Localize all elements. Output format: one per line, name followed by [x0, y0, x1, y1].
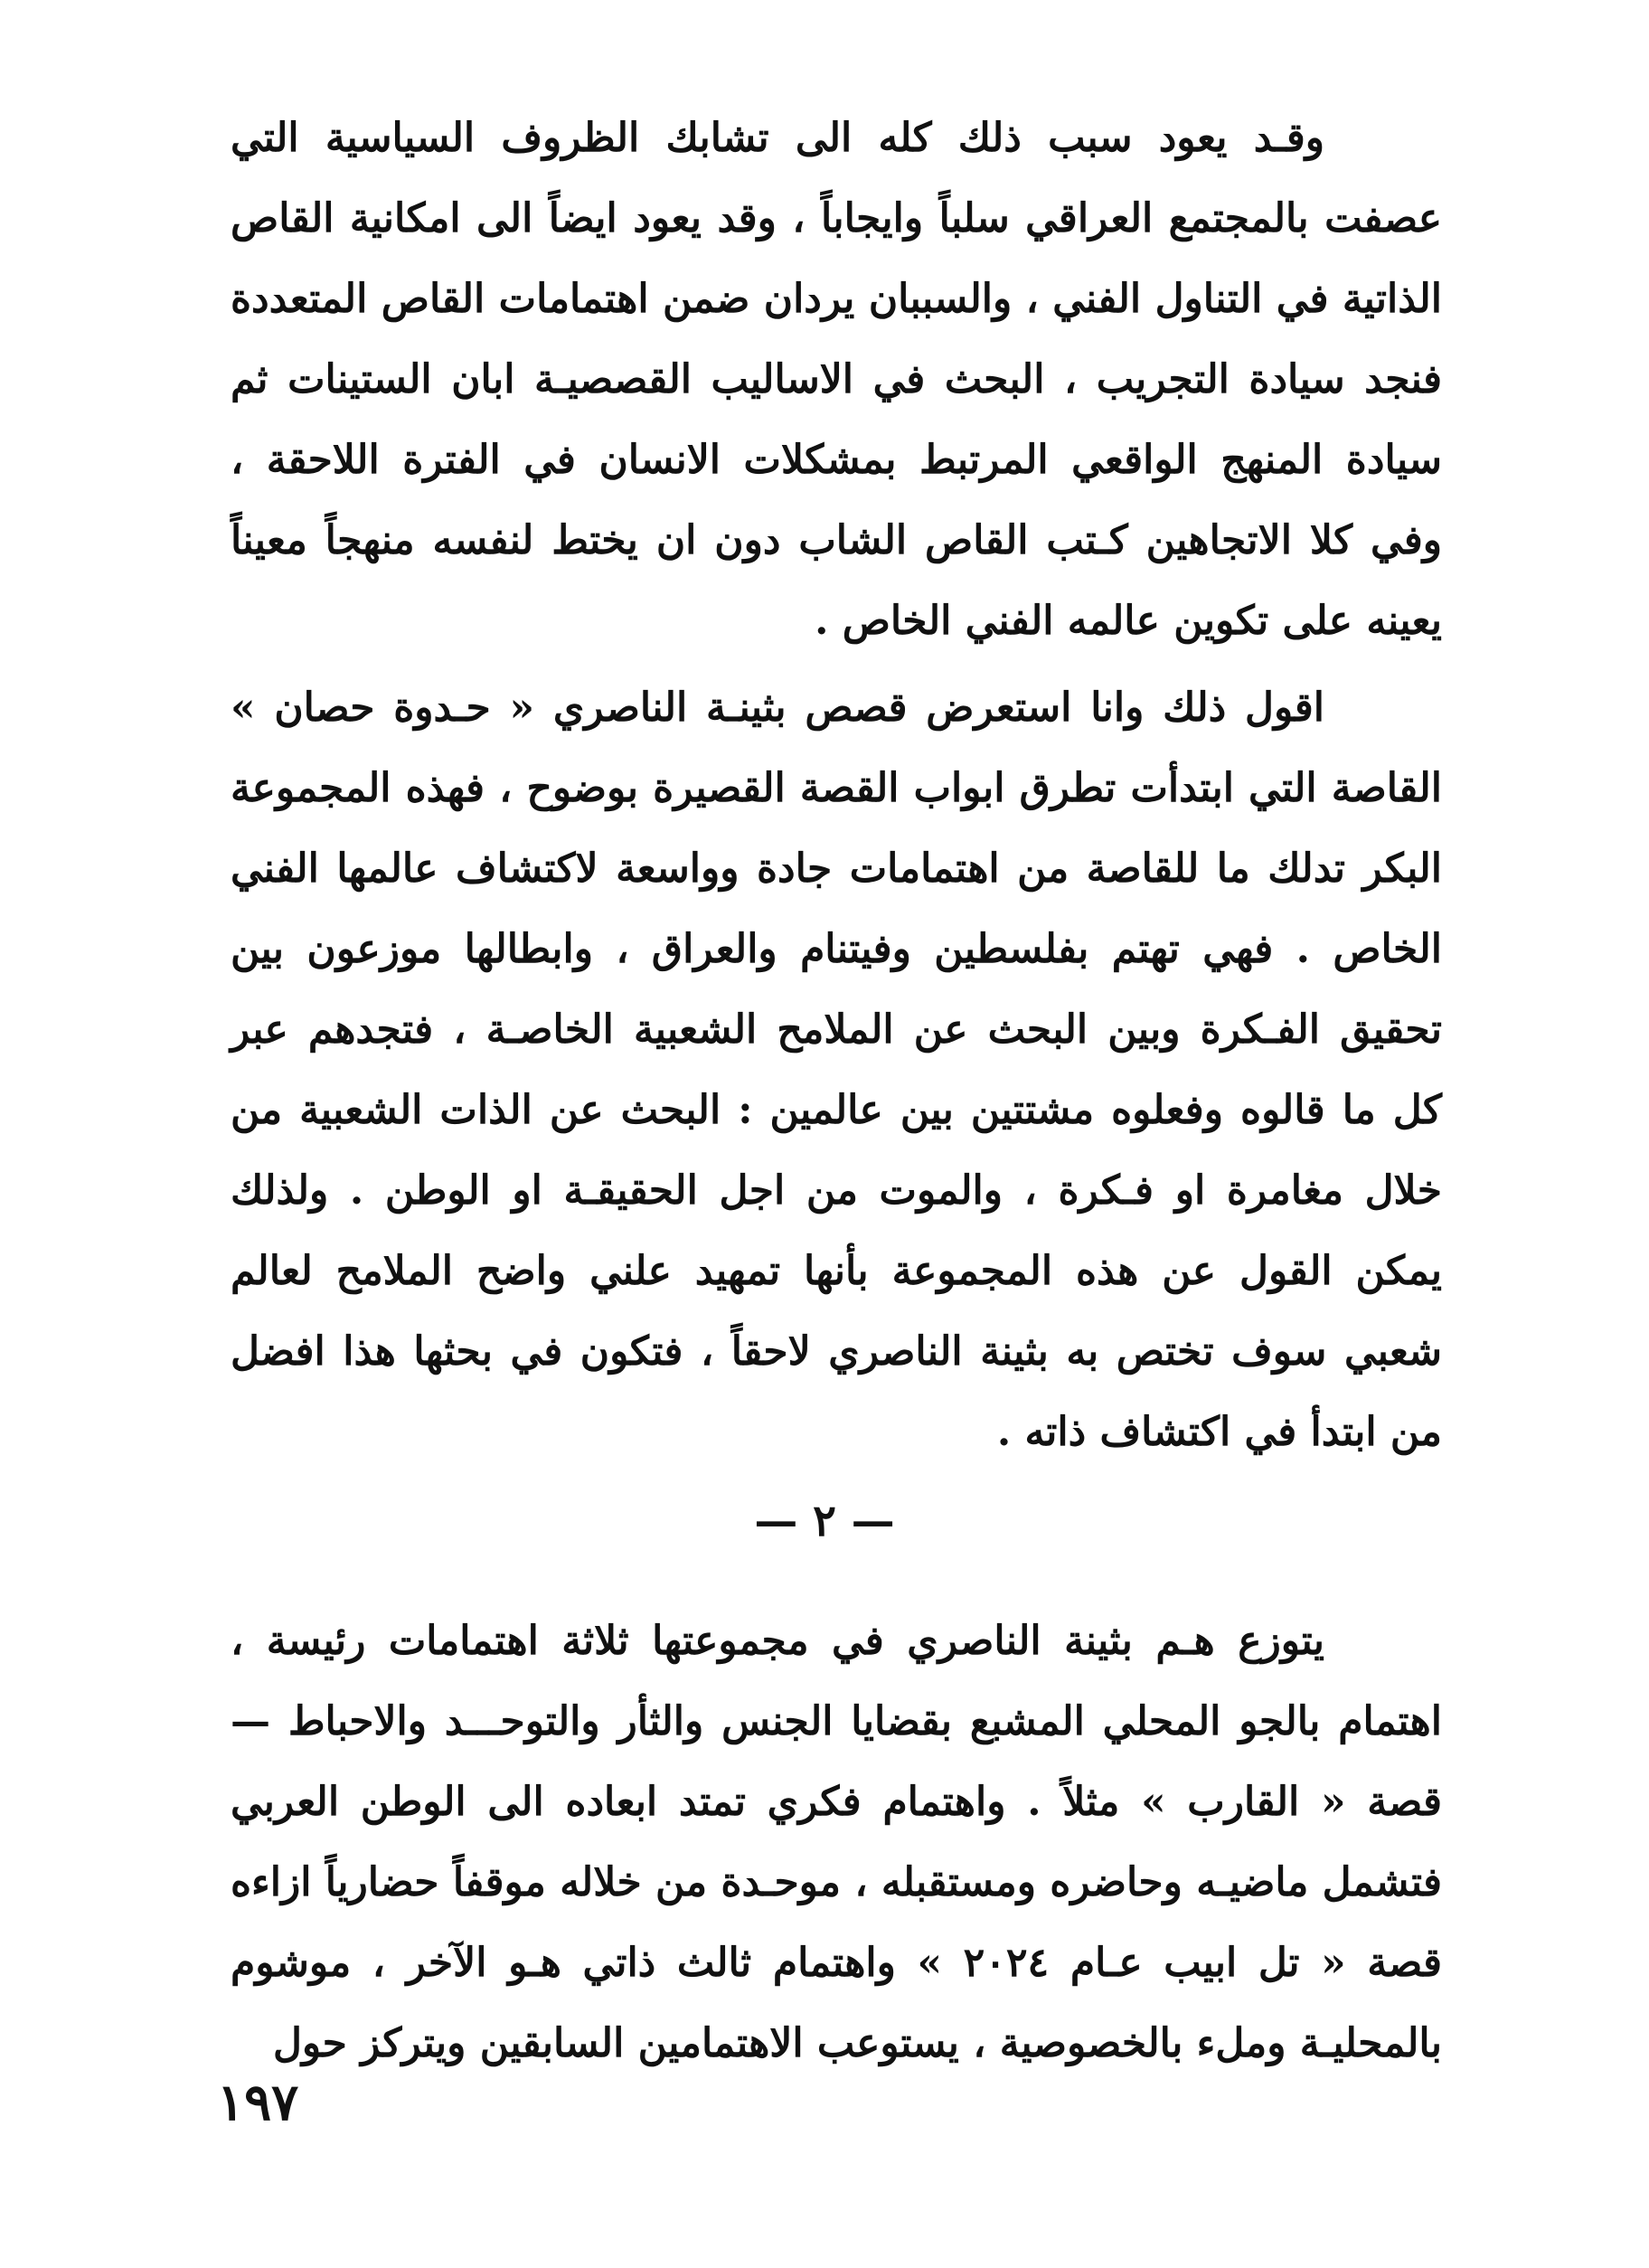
- paragraph-2: اقول ذلك وانا استعرض قصص بثينـة الناصري « حـدوة حصان » القاصة التي ابتدأت تطرق ابواب القصة القصيرة بوضوح ، فهذه المجموعة البكر تدلك ما للقاصة من اهتمامات جادة وواسعة لاكتشاف عالمها الفني الخاص . فهي تهتم بفلسطين وفيتنام والعراق ، وابطالها موزعون بين تحقيق الفـكرة وبين البحث عن الملامح الشعبية الخاصـة ، فتجدهم عبر كل ما قالوه وفعلوه مشتتين بين عالمين : البحث عن الذات الشعبية من خلال مغامرة او فـكرة ، والموت من اجل الحقيقـة او الوطن . ولذلك يمكن القول عن هذه المجموعة بأنها تمهيد علني واضح الملامح لعالم شعبي سوف تختص به بثينة الناصري لاحقاً ، فتكون في بحثها هذا افضل من ابتدأ في اكتشاف ذاته .: [231, 685, 1443, 1455]
- paragraph-1: وقـد يعود سبب ذلك كله الى تشابك الظروف السياسية التي عصفت بالمجتمع العراقي سلباً وايجاباً ، وقد يعود ايضاً الى امكانية القاص الذاتية في التناول الفني ، والسببان يردان ضمن اهتمامات القاص المتعددة فنجد سيادة التجريب ، البحث في الاساليب القصصيـة ابان الستينات ثم سيادة المنهج الواقعي المرتبط بمشكلات الانسان في الفترة اللاحقة ، وفي كلا الاتجاهين كـتب القاص الشاب دون ان يختط لنفسه منهجاً معيناً يعينه على تكوين عالمه الفني الخاص .: [231, 115, 1442, 644]
- section-number: — ٢ —: [754, 1496, 895, 1546]
- paragraph-block-1: [231, 98, 1442, 661]
- paragraph-3: يتوزع هـم بثينة الناصري في مجموعتها ثلاثة اهتمامات رئيسة ، اهتمام بالجو المحلي المشبع بقضايا الجنس والثأر والتوحـــد والاحباط — قصة « القارب » مثلاً . واهتمام فكري تمتد ابعاده الى الوطن العربي فتشمل ماضيـه وحاضره ومستقبله ، موحـدة من خلاله موقفاً حضارياً ازاءه قصة « تل ابيب عـام ٢٠٢٤ » واهتمام ثالث ذاتي هـو الآخر ، موشوم بالمحليـة وملء بالخصوصية ، يستوعب الاهتمامين السابقين ويتركز حول: [231, 1618, 1443, 2066]
- page-number: ١٩٧: [217, 2073, 299, 2132]
- paragraph-block-3: [231, 1601, 1442, 2084]
- paragraph-block-2: [231, 667, 1442, 1472]
